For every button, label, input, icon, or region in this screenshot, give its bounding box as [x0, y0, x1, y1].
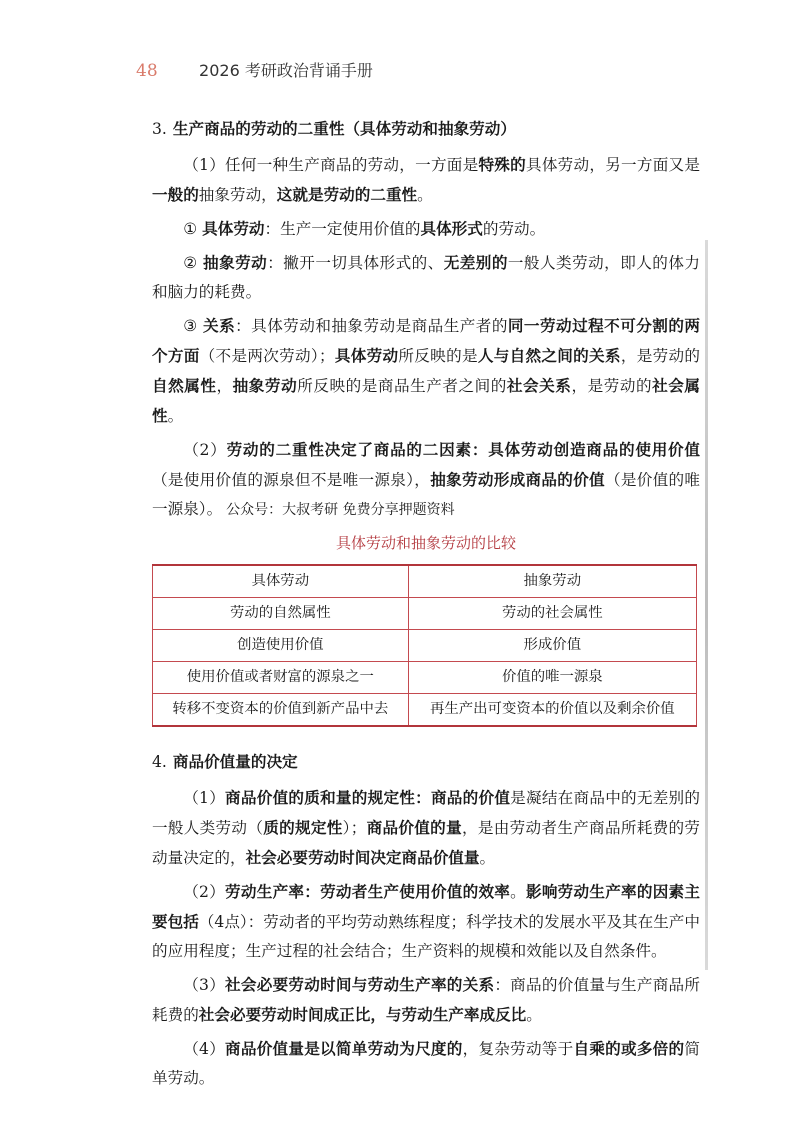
text-run: （3） — [183, 976, 226, 994]
section-4-paragraph-2 — [152, 877, 700, 966]
text-run: ：商品的价值量与生产商品所耗费的 — [152, 976, 700, 1024]
table-row — [153, 694, 697, 727]
section-3-item-abstract-labor — [152, 248, 700, 307]
text-run: （1）任何一种生产商品的劳动，一方面是 — [183, 156, 479, 174]
bold-text-run: 劳动生产率：劳动者生产使用价值的效率 — [225, 882, 511, 901]
bold-text-run: 这就是劳动的二重性 — [276, 185, 418, 204]
bold-text-run: 社会必要劳动时间与劳动生产率的关系 — [225, 975, 495, 994]
bold-text-run: 同一劳动过程不可分割的两个方面 — [152, 316, 700, 365]
text-run: （1） — [183, 789, 226, 807]
text-run: 。 — [526, 1006, 542, 1024]
text-run: 。 — [510, 883, 526, 901]
table-header-cell: 抽象劳动 — [408, 565, 696, 598]
bold-text-run: 抽象劳动 — [232, 376, 298, 395]
bold-text-run: 质的规定性 — [263, 818, 343, 837]
text-run: ， — [216, 377, 233, 395]
bold-text-run: 自乘的或多倍的 — [573, 1039, 685, 1058]
bold-text-run: 具体劳动 — [334, 346, 399, 365]
text-run: （2） — [183, 883, 226, 901]
text-run: 简单劳动。 — [152, 1040, 700, 1087]
text-run: （是价值的唯一源泉）。 — [152, 471, 700, 518]
text-run: 的劳动。 — [482, 220, 546, 238]
book-title: 2026 考研政治背诵手册 — [199, 61, 373, 80]
section-3-item-concrete-labor — [152, 214, 700, 244]
table-cell: 形成价值 — [408, 630, 696, 662]
comparison-table-title: 具体劳动和抽象劳动的比较 — [335, 534, 516, 552]
section-4-number: 4. — [152, 753, 167, 771]
bold-text-run: 抽象劳动形成商品的价值 — [430, 470, 605, 489]
promo-note: 公众号：大叔考研 免费分享押题资料 — [226, 502, 455, 518]
text-run: 。 — [479, 849, 496, 867]
text-run: ③ — [183, 317, 204, 335]
table-header-row — [153, 565, 697, 598]
text-run: （4点）：劳动者的平均劳动熟练程度；科学技术的发展水平及其在生产中的应用程度；生产过程的社会结合；生产资料的规模和效能以及自然条件。 — [152, 913, 700, 960]
bold-text-run: 一般的 — [152, 185, 199, 204]
section-4-heading — [152, 747, 700, 777]
text-run: ：生产一定使用价值的 — [264, 220, 421, 238]
text-run: ，是劳动的 — [571, 377, 653, 395]
text-run: （4） — [183, 1040, 226, 1058]
text-run: （不是两次劳动）； — [199, 347, 335, 365]
section-3-title: 生产商品的劳动的二重性（具体劳动和抽象劳动） — [172, 119, 516, 138]
text-run: ：撇开一切具体形式的、 — [267, 254, 444, 272]
bold-text-run: 劳动的二重性决定了商品的二因素：具体劳动创造商品的使用价值 — [226, 440, 700, 459]
text-run: 是凝结在商品中的无差别的一般人类劳动（ — [152, 789, 700, 837]
text-run: （是使用价值的源泉但不是唯一源泉）， — [152, 471, 431, 489]
bold-text-run: 无差别的 — [443, 253, 508, 272]
section-3-item-relationship — [152, 311, 700, 431]
table-cell: 创造使用价值 — [153, 630, 409, 662]
text-run: ① — [183, 220, 203, 238]
bold-text-run: 人与自然之间的关系 — [477, 346, 621, 365]
page-number: 48 — [136, 61, 158, 81]
table-cell: 劳动的自然属性 — [153, 598, 409, 630]
text-run: 。 — [417, 186, 433, 204]
table-row — [153, 598, 697, 630]
section-4-paragraph-1 — [152, 783, 700, 873]
section-4-title: 商品价值量的决定 — [172, 752, 298, 771]
table-cell: 劳动的社会属性 — [408, 598, 696, 630]
bold-text-run: 具体形式 — [420, 219, 483, 238]
bold-text-run: 商品价值量是以简单劳动为尺度的 — [225, 1039, 463, 1058]
bold-text-run: 商品价值的质和量的规定性：商品的价值 — [225, 788, 511, 807]
text-run: 所反映的是 — [398, 347, 478, 365]
table-row — [153, 662, 697, 694]
bold-text-run: 特殊的 — [478, 155, 526, 174]
section-3-number: 3. — [152, 120, 167, 138]
section-3-paragraph-2 — [152, 435, 700, 525]
page-content — [152, 114, 700, 1097]
text-run: ：具体劳动和抽象劳动是商品生产者的 — [235, 317, 508, 335]
section-4-paragraph-4 — [152, 1034, 700, 1093]
page-binding-shadow — [705, 240, 708, 970]
section-4-paragraph-3 — [152, 970, 700, 1030]
text-run: ）； — [342, 819, 367, 837]
bold-text-run: 社会必要劳动时间成正比，与劳动生产率成反比 — [198, 1005, 527, 1024]
bold-text-run: 抽象劳动 — [203, 253, 268, 272]
bold-text-run: 社会关系 — [506, 376, 572, 395]
table-cell: 再生产出可变资本的价值以及剩余价值 — [408, 694, 696, 727]
text-run: 所反映的是商品生产者之间的 — [297, 377, 507, 395]
bold-text-run: 商品价值的量 — [366, 818, 462, 837]
table-row — [153, 630, 697, 662]
bold-text-run: 自然属性 — [152, 376, 217, 395]
bold-text-run: 社会必要劳动时间决定商品价值量 — [245, 848, 480, 867]
text-run: 。 — [167, 407, 184, 425]
section-3-paragraph-1 — [152, 150, 700, 210]
table-header-cell: 具体劳动 — [153, 565, 409, 598]
table-cell: 转移不变资本的价值到新产品中去 — [153, 694, 409, 727]
text-run: ，是劳动的 — [620, 347, 700, 365]
bold-text-run: 具体劳动 — [202, 219, 265, 238]
section-3-heading — [152, 114, 700, 144]
text-run: 具体劳动，另一方面又是 — [526, 156, 700, 174]
bold-text-run: 社会属性 — [152, 376, 700, 425]
text-run: ② — [183, 254, 204, 272]
page-header — [136, 58, 373, 81]
text-run: 一般人类劳动，即人的体力和脑力的耗费。 — [152, 254, 700, 301]
table-cell: 价值的唯一源泉 — [408, 662, 696, 694]
text-run: 抽象劳动， — [198, 186, 277, 204]
table-cell: 使用价值或者财富的源泉之一 — [153, 662, 409, 694]
bold-text-run: 影响劳动生产率的因素主要包括 — [152, 882, 700, 931]
text-run: （2） — [183, 441, 227, 459]
text-run: ，是由劳动者生产商品所耗费的劳动量决定的， — [152, 819, 700, 867]
comparison-table — [152, 564, 697, 727]
text-run: ，复杂劳动等于 — [462, 1040, 574, 1058]
bold-text-run: 关系 — [203, 316, 236, 335]
